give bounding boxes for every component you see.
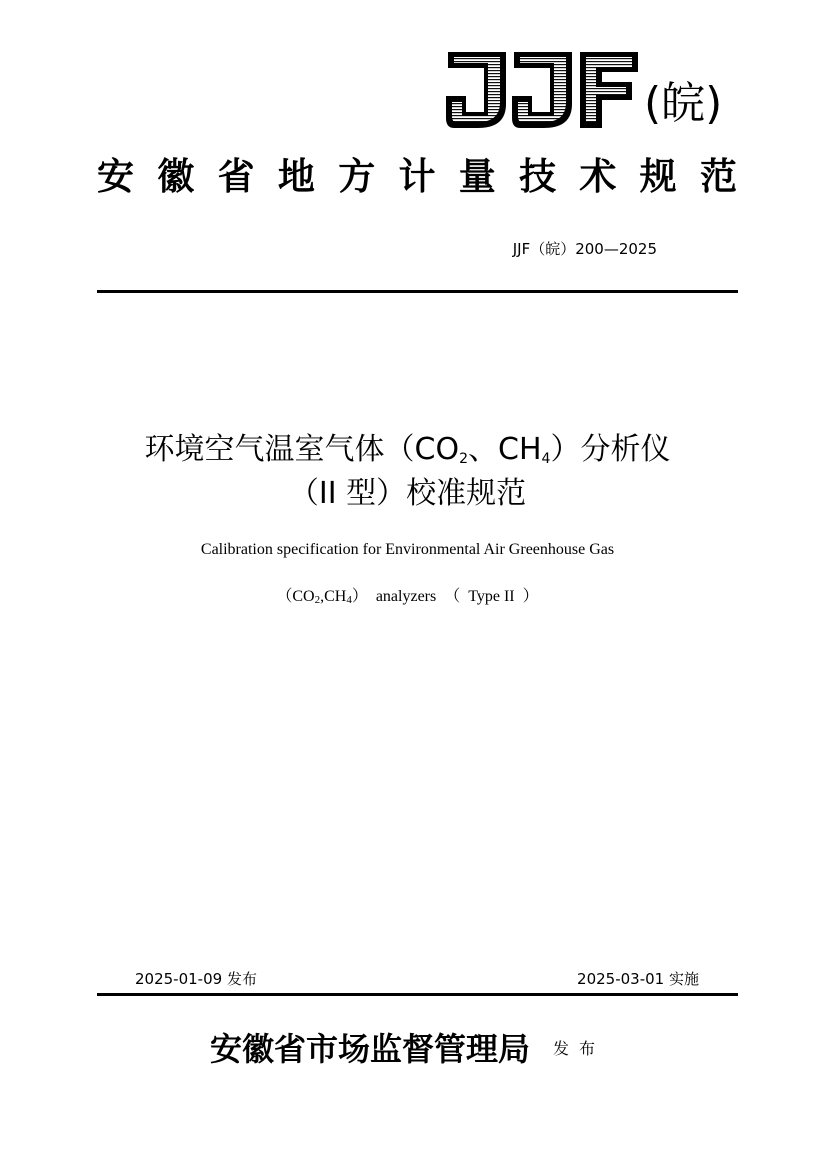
org-title-char: 计 — [398, 154, 436, 198]
logo-region-suffix: (皖) — [644, 78, 723, 129]
chinese-title-line-2: （II 型）校准规范 — [288, 476, 527, 511]
org-title-char: 技 — [519, 154, 557, 198]
org-title-char: 范 — [699, 154, 737, 198]
zh-title-subscript: 2 — [459, 451, 469, 467]
org-title-char: 徽 — [157, 154, 195, 198]
english-title-line-1: Calibration specification for Environmental Air Greenhouse Gas — [200, 541, 615, 558]
org-title-char: 方 — [338, 154, 376, 198]
jjf-logo — [444, 46, 722, 132]
zh-title-subscript: 4 — [541, 451, 551, 467]
zh-title-part: ）分析仪 — [550, 432, 671, 467]
document-number: JJF（皖）200—2025 — [512, 240, 657, 258]
org-title-char: 术 — [579, 154, 617, 198]
chinese-title-line-1 — [0, 432, 815, 468]
publisher-action: 发布 — [553, 1038, 606, 1058]
bottom-divider — [97, 993, 738, 996]
implementation-date: 2025-03-01 实施 — [577, 970, 699, 988]
org-title-char: 地 — [277, 154, 315, 198]
org-title-char: 安 — [97, 154, 134, 198]
org-title-char: 量 — [458, 154, 496, 198]
en-title-part: （CO — [276, 588, 315, 605]
en-title-part: ,CH — [320, 588, 347, 605]
zh-title-part: 、CH — [468, 432, 542, 467]
org-title — [97, 154, 737, 198]
logo-letter-j1 — [446, 52, 506, 128]
logo-letter-f — [580, 52, 638, 128]
jjf-logo-mark — [444, 46, 640, 132]
logo-letter-j2 — [512, 52, 572, 128]
top-divider — [97, 290, 738, 293]
english-title-line-2 — [0, 583, 815, 606]
en-title-part: ） analyzers （ Type II ） — [351, 588, 539, 605]
publisher-name: 安徽省市场监督管理局 — [209, 1030, 530, 1068]
publisher — [0, 1024, 815, 1070]
org-title-char: 省 — [217, 154, 255, 198]
en-title-subscript: 2 — [314, 594, 321, 606]
en-title-subscript: 4 — [346, 594, 352, 606]
issue-date: 2025-01-09 发布 — [135, 970, 257, 988]
zh-title-part: 环境空气温室气体（CO — [144, 432, 460, 467]
org-title-char: 规 — [639, 154, 677, 198]
